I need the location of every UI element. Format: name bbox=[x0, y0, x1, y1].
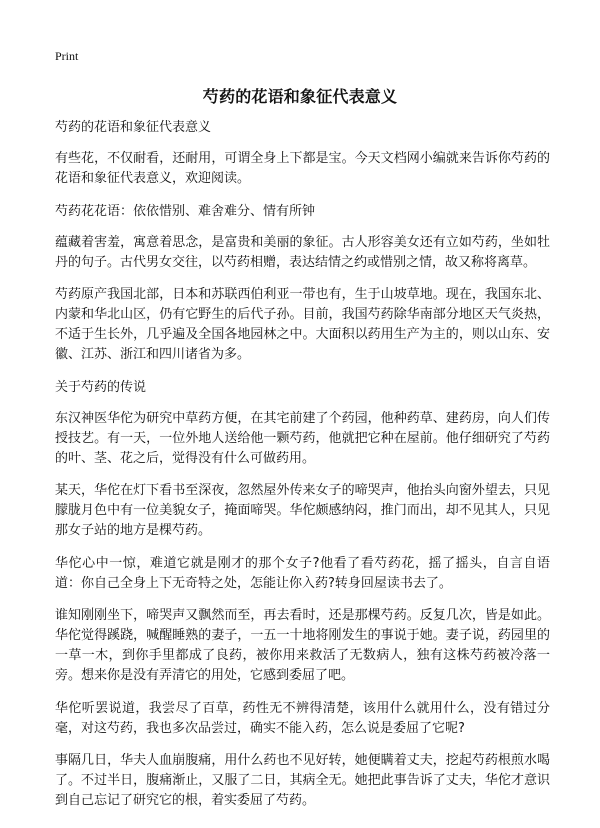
document-body bbox=[55, 118, 550, 824]
legend-paragraph-5: 华佗听罢说道，我尝尽了百草，药性无不辨得清楚，该用什么就用什么，没有错过分毫，对这芍药，我也多次品尝过，确实不能入药，怎么说是委屈了它呢? bbox=[55, 700, 550, 736]
legend-paragraph-3: 华佗心中一惊，难道它就是刚才的那个女子?他看了看芍药花，摇了摇头，自言自语道：你自己全身上下无奇特之处，怎能让你入药?转身回屋读书去了。 bbox=[55, 555, 550, 591]
legend-paragraph-4: 谁知刚刚坐下，啼哭声又飘然而至，再去看时，还是那棵芍药。反复几次，皆是如此。华佗觉得蹊跷，喊醒睡熟的妻子，一五一十地将刚发生的事说于她。妻子说，药园里的一草一木，到你手里都成了良药，被你用来救活了无数病人，独有这株芍药被冷落一旁。想来你是没有弄清它的用处，它感到委屈了吧。 bbox=[55, 608, 550, 683]
document-title: 芍药的花语和象征代表意义 bbox=[202, 87, 398, 106]
flower-language-heading: 芍药花花语：依依惜别、难舍难分、情有所钟 bbox=[55, 203, 316, 219]
intro-paragraph: 有些花，不仅耐看，还耐用，可谓全身上下都是宝。今天文档网小编就来告诉你芍药的花语和象征代表意义，欢迎阅读。 bbox=[55, 151, 550, 186]
origin-paragraph: 芍药原产我国北部，日本和苏联西伯利亚一带也有，生于山坡草地。现在，我国东北、内蒙和华北山区，仍有它野生的后代子孙。目前，我国芍药除华南部分地区天气炎热，不适于生长外，几乎遍及全国各地园林之中。大面积以药用生产为主的，则以山东、安徽、江苏、浙江和四川诸省为多。 bbox=[55, 287, 550, 362]
legend-heading: 关于芍药的传说 bbox=[55, 379, 147, 395]
legend-paragraph-2: 某天，华佗在灯下看书至深夜，忽然屋外传来女子的啼哭声，他抬头向窗外望去，只见朦胧月色中有一位美貌女子，掩面啼哭。华佗颇感纳闷，推门而出，却不见其人，只见那女子站的地方是棵芍药。 bbox=[55, 483, 550, 538]
legend-paragraph-6: 事隔几日，华夫人血崩腹痛，用什么药也不见好转，她便瞒着丈夫，挖起芍药根煎水喝了。不过半日，腹痛渐止，又服了二日，其病全无。她把此事告诉了丈夫，华佗才意识到自己忘记了研究它的根，着实委屈了芍药。 bbox=[55, 753, 550, 808]
print-label: Print bbox=[55, 49, 79, 63]
legend-paragraph-1: 东汉神医华佗为研究中草药方便，在其宅前建了个药园，他种药草、建药房，向人们传授技艺。有一天，一位外地人送给他一颗芍药，他就把它种在屋前。他仔细研究了芍药的叶、茎、花之后，觉得没有什么可做药用。 bbox=[55, 410, 550, 466]
symbolism-paragraph: 蕴藏着害羞，寓意着思念，是富贵和美丽的象征。古人形容美女还有立如芍药，坐如牡丹的句子。古代男女交往，以芍药相赠，表达结情之约或惜别之情，故又称将离草。 bbox=[55, 234, 550, 270]
subtitle-heading: 芍药的花语和象征代表意义 bbox=[55, 120, 212, 135]
